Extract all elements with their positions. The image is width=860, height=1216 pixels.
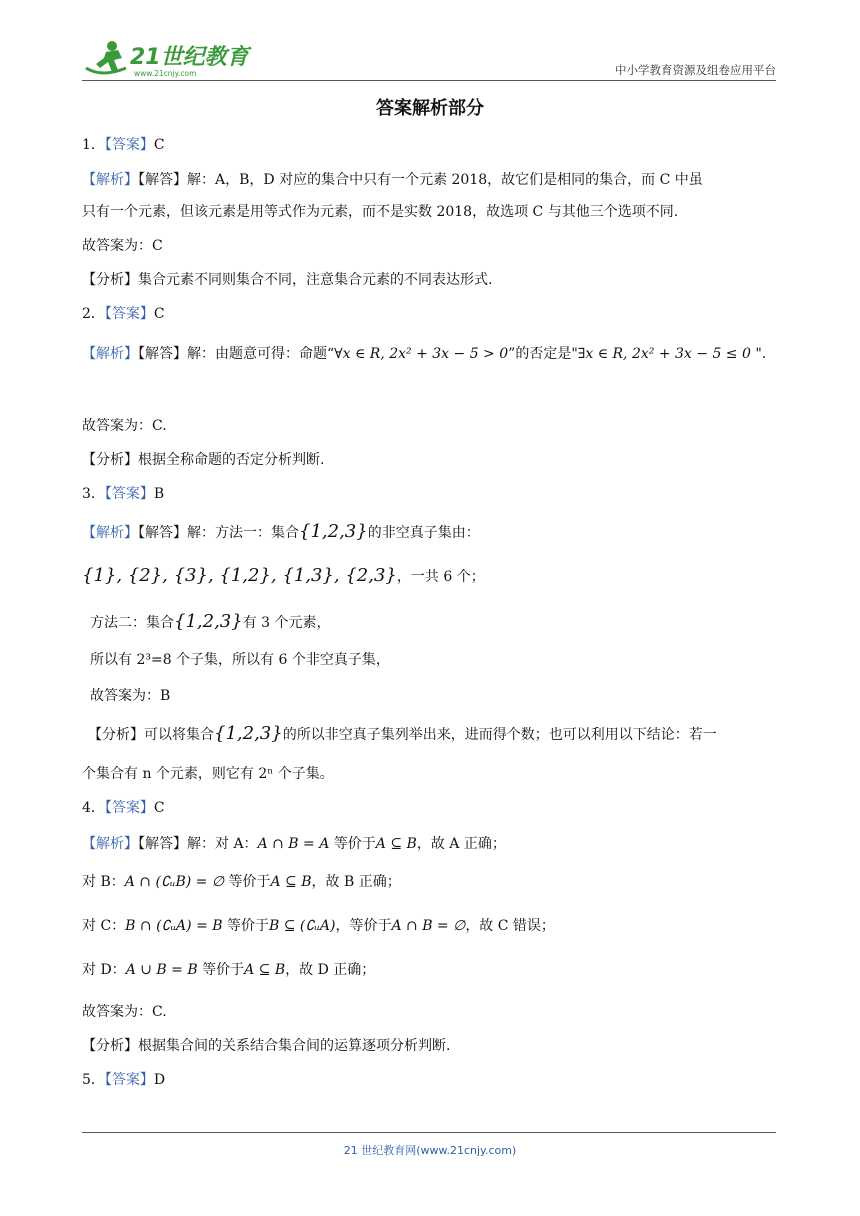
solution-tag: 【解答】	[138, 346, 187, 362]
page-title: 答案解析部分	[376, 98, 484, 119]
site-logo	[82, 38, 252, 80]
q2-conclusion: 故答案为：C.	[82, 418, 167, 434]
q4-option-c: 对 C：B ∩ (∁ᵤA) = B 等价于B ⊆ (∁ᵤA)，等价于A ∩ B = ∅，故 C 错误；	[82, 918, 555, 934]
set-expr: {1,2,3}	[174, 611, 243, 632]
answer-tag: 【答案】	[104, 1072, 154, 1088]
runner-icon	[86, 41, 126, 73]
subsets-list: {1}, {2}, {3}, {1,2}, {1,3}, {2,3}	[82, 565, 397, 586]
q3-method2: 方法二：集合{1,2,3}有 3 个元素，	[90, 611, 331, 632]
solution-tag: 【解答】	[138, 525, 187, 541]
negation: ∃x ∈ R, 2x² + 3x − 5 ≤ 0	[577, 346, 751, 362]
analysis-tag: 【解析】	[82, 525, 138, 541]
answer-value: C	[153, 306, 165, 322]
header-divider	[82, 80, 776, 81]
q1-note: 【分析】集合元素不同则集合不同，注意集合元素的不同表达形式.	[82, 272, 493, 288]
q3-conclusion: 故答案为：B	[90, 688, 171, 704]
q2-answer-line: 2．【答案】C	[82, 306, 165, 322]
q4-option-a: 【解析】【解答】解：对 A：A ∩ B = A 等价于A ⊆ B，故 A 正确；	[82, 836, 506, 852]
page-footer: 21 世纪教育网(www.21cnjy.com)	[343, 1144, 517, 1157]
q4-note: 【分析】根据集合间的关系结合集合间的运算逐项分析判断.	[82, 1038, 451, 1054]
q1-answer-line: 1．【答案】C	[82, 137, 165, 153]
site-name: 中小学教育资源及组卷应用平台	[615, 63, 776, 77]
q2-solution-line: 【解析】【解答】解：由题意可得：命题“∀x ∈ R, 2x² + 3x − 5 > 0”的否定是"∃x ∈ R, 2x² + 3x − 5 ≤ 0 ".	[82, 346, 767, 362]
answer-value: D	[153, 1072, 166, 1088]
analysis-tag: 【解析】	[82, 346, 138, 362]
q3-note-line1: 【分析】可以将集合{1,2,3}的所以非空真子集列举出来，进而得个数；也可以利用以下结论：若一	[88, 723, 717, 744]
proposition: ∀x ∈ R, 2x² + 3x − 5 > 0	[334, 346, 509, 362]
q1-solution-line2: 只有一个元素，但该元素是用等式作为元素，而不是实数 2018，故选项 C 与其他三个选项不同.	[82, 204, 679, 220]
answer-tag: 【答案】	[104, 306, 154, 322]
footer-divider	[82, 1132, 776, 1133]
analysis-tag: 【解析】	[82, 172, 138, 188]
q4-conclusion: 故答案为：C.	[82, 1004, 167, 1020]
q3-method1: 【解析】【解答】解：方法一：集合{1,2,3}的非空真子集由：	[82, 521, 480, 542]
q3-note-line2: 个集合有 n 个元素，则它有 2ⁿ 个子集。	[82, 766, 334, 782]
set-expr: {1,2,3}	[299, 521, 368, 542]
q1-conclusion: 故答案为：C	[82, 238, 163, 254]
svg-text:www.21cnjy.com: www.21cnjy.com	[134, 69, 197, 78]
svg-text:21世纪教育: 21世纪教育	[130, 45, 249, 70]
q3-method2-cont: 所以有 2³=8 个子集，所以有 6 个非空真子集，	[90, 652, 390, 668]
q3-subsets: {1}, {2}, {3}, {1,2}, {1,3}, {2,3}，一共 6 个；	[82, 565, 485, 586]
answer-tag: 【答案】	[104, 486, 154, 502]
q4-option-b: 对 B：A ∩ (∁ᵤB) = ∅ 等价于A ⊆ B，故 B 正确；	[82, 874, 401, 890]
set-expr: {1,2,3}	[214, 723, 283, 744]
q4-option-d: 对 D：A ∪ B = B 等价于A ⊆ B，故 D 正确；	[82, 962, 376, 978]
answer-value: C	[153, 137, 165, 153]
q1-solution-line1: 【解析】【解答】解：A，B，D 对应的集合中只有一个元素 2018，故它们是相同的集合，而 C 中虽	[82, 172, 703, 188]
analysis-tag: 【解析】	[82, 836, 138, 852]
solution-tag: 【解答】	[138, 172, 187, 188]
q4-answer-line: 4．【答案】C	[82, 800, 165, 816]
answer-value: C	[153, 800, 165, 816]
page-header	[82, 38, 776, 80]
q2-note: 【分析】根据全称命题的否定分析判断.	[82, 452, 325, 468]
answer-value: B	[153, 486, 165, 502]
solution-tag: 【解答】	[138, 836, 187, 852]
answer-tag: 【答案】	[104, 137, 154, 153]
q3-answer-line: 3．【答案】B	[82, 486, 165, 502]
q5-answer-line: 5．【答案】D	[82, 1072, 166, 1088]
answer-tag: 【答案】	[104, 800, 154, 816]
